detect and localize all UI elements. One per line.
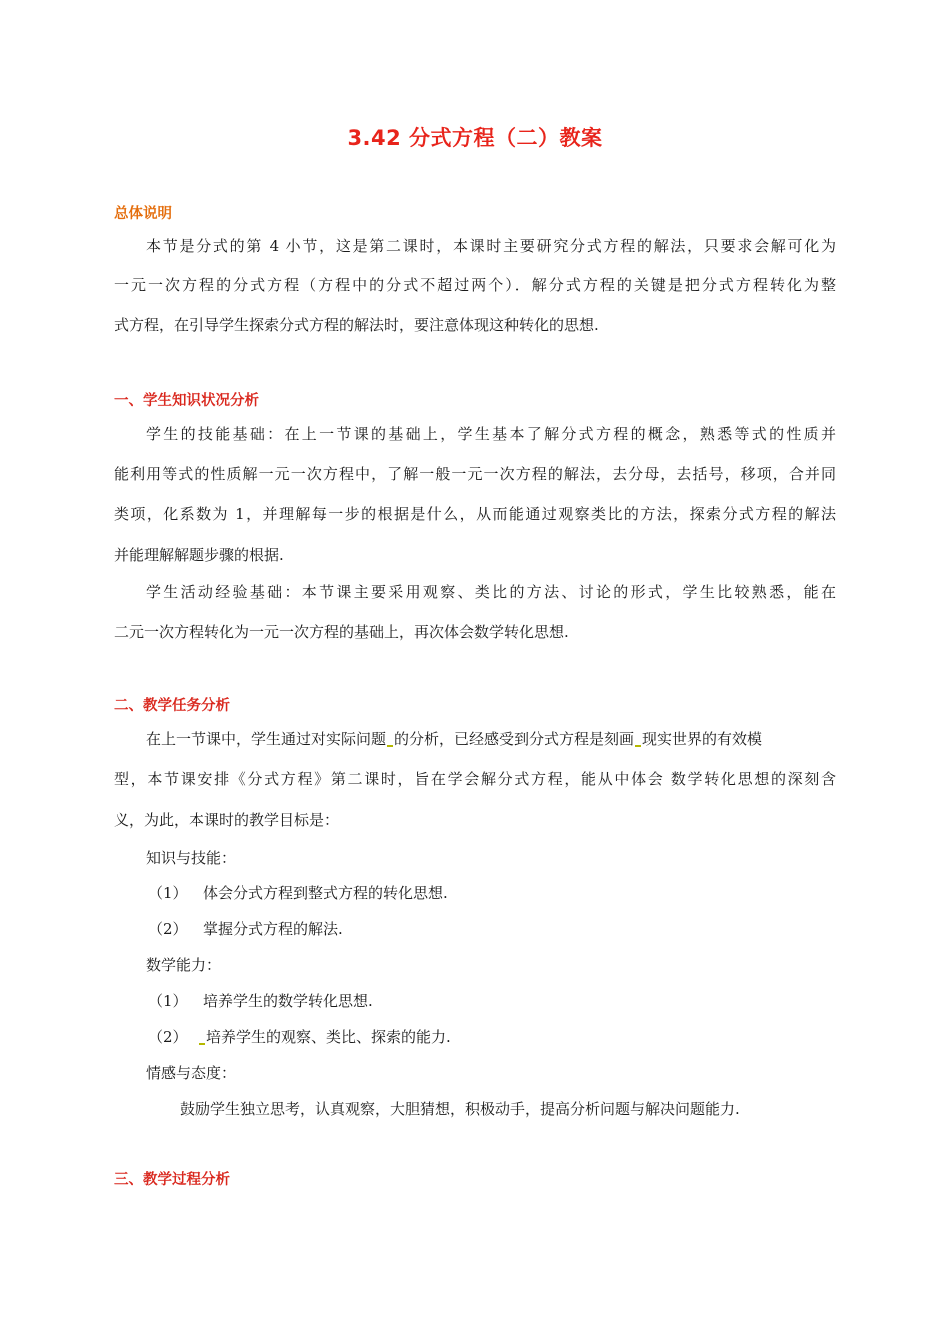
section2-line-3: 义，为此，本课时的教学目标是： [114, 811, 340, 829]
section1-p2-line-1: 学生活动经验基础：本节课主要采用观察、类比的方法、讨论的形式，学生比较熟悉，能在 [146, 583, 836, 601]
section1-heading: 一、学生知识状况分析 [114, 393, 259, 409]
knowledge-item-1-text: 体会分式方程到整式方程的转化思想. [203, 884, 448, 902]
section2-line-2: 型，本节课安排《分式方程》第二课时，旨在学会解分式方程，能从中体会 数学转化思想的深刻含 [114, 770, 836, 788]
section2-line-1-part-a: 在上一节课中，学生通过对实际问题 [146, 730, 387, 748]
knowledge-item-2-text: 掌握分式方程的解法. [203, 920, 343, 938]
section1-p1-line-2: 能利用等式的性质解一元一次方程中，了解一般一元一次方程的解法，去分母，去括号，移项，合并同 [114, 465, 836, 483]
section1-p1-line-3: 类项，化系数为 1，并理解每一步的根据是什么，从而能通过观察类比的方法，探索分式方程的解法 [114, 505, 836, 523]
math-label: 数学能力： [146, 956, 222, 974]
math-item-2-text [205, 1027, 451, 1047]
overview-line-2: 一元一次方程的分式方程（方程中的分式不超过两个）．解分式方程的关键是把分式方程转化为整 [114, 276, 836, 294]
math-item-1-text: 培养学生的数学转化思想. [203, 992, 373, 1010]
section2-line-1 [146, 729, 762, 749]
math-item-1-num: （1） [148, 992, 188, 1010]
knowledge-item-1-num: （1） [148, 884, 188, 902]
document-title: 3.42 分式方程（二）教案 [347, 126, 603, 150]
knowledge-label: 知识与技能： [146, 849, 237, 867]
emotion-text: 鼓励学生独立思考，认真观察，大胆猜想，积极动手，提高分析问题与解决问题能力. [180, 1100, 740, 1118]
emotion-label: 情感与态度： [146, 1064, 237, 1082]
knowledge-item-2-num: （2） [148, 920, 188, 938]
section1-p2-line-2: 二元一次方程转化为一元一次方程的基础上，再次体会数学转化思想. [114, 623, 569, 641]
highlight-mark [387, 745, 393, 747]
overview-heading: 总体说明 [114, 206, 172, 222]
math-item-2-num: （2） [148, 1028, 188, 1046]
overview-line-3: 式方程，在引导学生探索分式方程的解法时，要注意体现这种转化的思想. [114, 316, 599, 334]
section1-p1-line-1: 学生的技能基础：在上一节课的基础上，学生基本了解分式方程的概念，熟悉等式的性质并 [146, 425, 836, 443]
section3-heading: 三、教学过程分析 [114, 1172, 230, 1188]
highlight-mark [199, 1043, 205, 1045]
section2-heading: 二、教学任务分析 [114, 698, 230, 714]
section2-line-1-part-c: 现实世界的有效模 [642, 730, 763, 748]
math-item-2-text-label: 培养学生的观察、类比、探索的能力. [206, 1028, 451, 1046]
section1-p1-line-4: 并能理解解题步骤的根据. [114, 546, 284, 564]
section2-line-1-part-b: 的分析，已经感受到分式方程是刻画 [394, 730, 635, 748]
overview-line-1: 本节是分式的第 4 小节，这是第二课时，本课时主要研究分式方程的解法，只要求会解可化为 [146, 237, 836, 255]
highlight-mark [635, 745, 641, 747]
